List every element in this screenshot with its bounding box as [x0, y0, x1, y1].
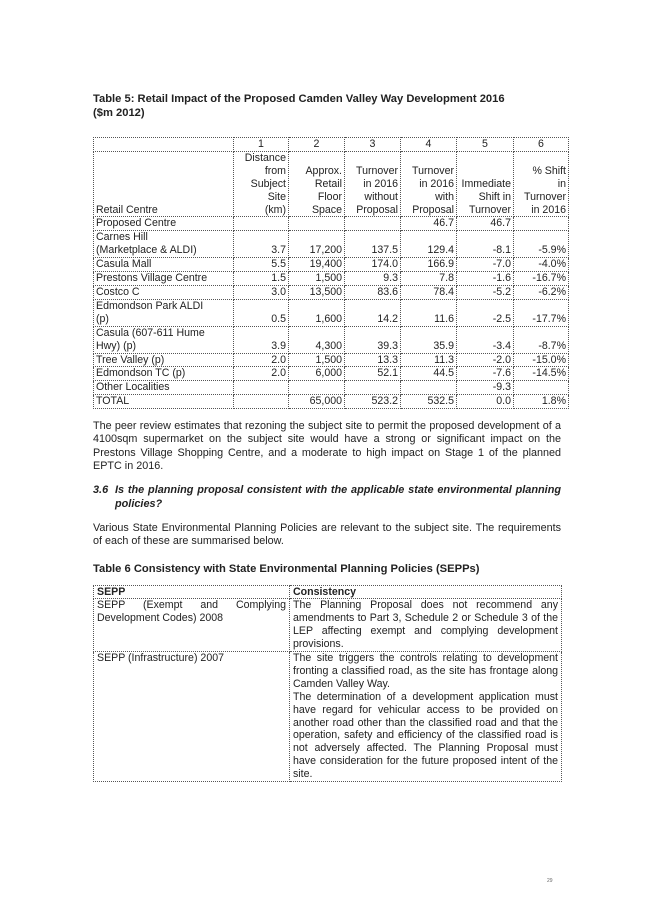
- floor-space-cell: 65,000: [289, 395, 345, 409]
- percent-shift-cell: -17.7%: [514, 299, 569, 326]
- table-row: [94, 367, 569, 381]
- turnover-with-cell: 11.3: [401, 353, 457, 367]
- turnover-with-cell: 78.4: [401, 285, 457, 299]
- column-number: 2: [289, 138, 345, 152]
- turnover-without-cell: 14.2: [345, 299, 401, 326]
- retail-centre-name: Carnes Hill (Marketplace & ALDI): [94, 231, 234, 258]
- floor-space-cell: [289, 381, 345, 395]
- sepp-consistency: [290, 599, 562, 652]
- retail-centre-name: TOTAL: [94, 395, 234, 409]
- table-row: [94, 217, 569, 231]
- floor-space-cell: 1,500: [289, 353, 345, 367]
- floor-space-cell: 13,500: [289, 285, 345, 299]
- column-number: 4: [401, 138, 457, 152]
- retail-impact-table-body: [94, 138, 569, 409]
- percent-shift-cell: -8.7%: [514, 326, 569, 353]
- sepp-consistency: [290, 652, 562, 782]
- header-c4: Turnover in 2016 with Proposal: [401, 151, 457, 217]
- percent-shift-cell: -4.0%: [514, 258, 569, 272]
- sepp-row: [94, 652, 562, 782]
- turnover-with-cell: 11.6: [401, 299, 457, 326]
- distance-cell: 1.5: [234, 272, 289, 286]
- percent-shift-cell: -6.2%: [514, 285, 569, 299]
- section-number: 3.6: [93, 484, 109, 497]
- distance-cell: [234, 217, 289, 231]
- floor-space-cell: 1,600: [289, 299, 345, 326]
- header-row: [94, 151, 569, 217]
- shift-cell: -2.5: [457, 299, 514, 326]
- turnover-without-cell: 52.1: [345, 367, 401, 381]
- turnover-without-cell: 13.3: [345, 353, 401, 367]
- consistency-paragraph: The Planning Proposal does not recommend any amendments to Part 3, Schedule 2 or Schedule 3 of the LEP affecting exempt and complying development provisions.: [293, 599, 558, 651]
- turnover-with-cell: 35.9: [401, 326, 457, 353]
- sepp-table-body: [94, 585, 562, 782]
- distance-cell: 3.7: [234, 231, 289, 258]
- turnover-with-cell: 532.5: [401, 395, 457, 409]
- header-c5: Immediate Shift in Turnover: [457, 151, 514, 217]
- column-number: 5: [457, 138, 514, 152]
- retail-centre-name: Proposed Centre: [94, 217, 234, 231]
- consistency-header: Consistency: [290, 585, 562, 599]
- percent-shift-cell: -15.0%: [514, 353, 569, 367]
- table-row: [94, 299, 569, 326]
- column-number: 3: [345, 138, 401, 152]
- turnover-without-cell: 83.6: [345, 285, 401, 299]
- document-page: [93, 92, 566, 782]
- header-c3: Turnover in 2016 without Proposal: [345, 151, 401, 217]
- retail-centre-name: Tree Valley (p): [94, 353, 234, 367]
- percent-shift-cell: 1.8%: [514, 395, 569, 409]
- table5-title: Table 5: Retail Impact of the Proposed Camden Valley Way Development 2016: [93, 93, 505, 105]
- section-title: Is the planning proposal consistent with the applicable state environmental planning policies?: [115, 484, 561, 510]
- table-row: [94, 381, 569, 395]
- distance-cell: 2.0: [234, 367, 289, 381]
- shift-cell: 46.7: [457, 217, 514, 231]
- percent-shift-cell: [514, 217, 569, 231]
- table5-subtitle: ($m 2012): [93, 107, 145, 119]
- distance-cell: 0.5: [234, 299, 289, 326]
- turnover-without-cell: 523.2: [345, 395, 401, 409]
- shift-cell: -9.3: [457, 381, 514, 395]
- table6-title: Table 6 Consistency with State Environmental Planning Policies (SEPPs): [93, 562, 480, 575]
- turnover-without-cell: 137.5: [345, 231, 401, 258]
- header-retail-centre: Retail Centre: [94, 151, 234, 217]
- distance-cell: 3.9: [234, 326, 289, 353]
- sepp-row: [94, 599, 562, 652]
- percent-shift-cell: -16.7%: [514, 272, 569, 286]
- turnover-with-cell: 166.9: [401, 258, 457, 272]
- retail-centre-name: Edmondson Park ALDI (p): [94, 299, 234, 326]
- shift-cell: -8.1: [457, 231, 514, 258]
- header-c1: Distance from Subject Site (km): [234, 151, 289, 217]
- column-number-row: [94, 138, 569, 152]
- shift-cell: -3.4: [457, 326, 514, 353]
- distance-cell: [234, 381, 289, 395]
- retail-centre-name: Edmondson TC (p): [94, 367, 234, 381]
- table-row: [94, 231, 569, 258]
- retail-impact-table: [93, 137, 569, 409]
- table-row: [94, 272, 569, 286]
- sepp-header-row: [94, 585, 562, 599]
- table-row: [94, 258, 569, 272]
- distance-cell: 3.0: [234, 285, 289, 299]
- section-heading: [93, 484, 561, 511]
- shift-cell: 0.0: [457, 395, 514, 409]
- sepp-consistency-table: [93, 585, 562, 783]
- sepp-header: SEPP: [94, 585, 290, 599]
- turnover-with-cell: 7.8: [401, 272, 457, 286]
- turnover-with-cell: 44.5: [401, 367, 457, 381]
- distance-cell: 5.5: [234, 258, 289, 272]
- percent-shift-cell: -14.5%: [514, 367, 569, 381]
- column-number: 1: [234, 138, 289, 152]
- turnover-with-cell: 129.4: [401, 231, 457, 258]
- retail-centre-name: Casula (607-611 Hume Hwy) (p): [94, 326, 234, 353]
- retail-centre-name: Other Localities: [94, 381, 234, 395]
- table-row: [94, 285, 569, 299]
- table-row: [94, 326, 569, 353]
- table-row: [94, 353, 569, 367]
- floor-space-cell: 6,000: [289, 367, 345, 381]
- turnover-with-cell: [401, 381, 457, 395]
- floor-space-cell: 19,400: [289, 258, 345, 272]
- sepp-name: SEPP (Infrastructure) 2007: [94, 652, 290, 782]
- shift-cell: -2.0: [457, 353, 514, 367]
- floor-space-cell: 17,200: [289, 231, 345, 258]
- table-row: [94, 395, 569, 409]
- turnover-without-cell: 9.3: [345, 272, 401, 286]
- distance-cell: [234, 395, 289, 409]
- percent-shift-cell: -5.9%: [514, 231, 569, 258]
- floor-space-cell: [289, 217, 345, 231]
- turnover-without-cell: [345, 381, 401, 395]
- retail-centre-name: Casula Mall: [94, 258, 234, 272]
- sepp-name: SEPP (Exempt and Complying Development Codes) 2008: [94, 599, 290, 652]
- shift-cell: -7.0: [457, 258, 514, 272]
- consistency-paragraph: The determination of a development application must have regard for vehicular access to be provided on another road other than the classified road and that the operation, safety and efficiency of the classified road is not adversely affected. The Planning Proposal must have consideration for the future proposed intent of the site.: [293, 690, 558, 781]
- turnover-without-cell: [345, 217, 401, 231]
- retail-centre-name: Prestons Village Centre: [94, 272, 234, 286]
- turnover-without-cell: 39.3: [345, 326, 401, 353]
- percent-shift-cell: [514, 381, 569, 395]
- header-c6: % Shift in Turnover in 2016: [514, 151, 569, 217]
- peer-review-paragraph: The peer review estimates that rezoning the subject site to permit the proposed development of a 4100sqm supermarket on the subject site would have a strong or significant impact on the Prestons Village Shopping Centre, and a moderate to high impact on Stage 1 of the planned EPTC in 2016.: [93, 420, 561, 473]
- floor-space-cell: 1,500: [289, 272, 345, 286]
- shift-cell: -7.6: [457, 367, 514, 381]
- consistency-paragraph: The site triggers the controls relating to development fronting a classified road, as the site has frontage along Camden Valley Way.: [293, 652, 558, 690]
- turnover-with-cell: 46.7: [401, 217, 457, 231]
- shift-cell: -5.2: [457, 285, 514, 299]
- page-number: 29: [547, 878, 553, 884]
- retail-centre-name: Costco C: [94, 285, 234, 299]
- column-number-blank: [94, 138, 234, 152]
- column-number: 6: [514, 138, 569, 152]
- distance-cell: 2.0: [234, 353, 289, 367]
- floor-space-cell: 4,300: [289, 326, 345, 353]
- turnover-without-cell: 174.0: [345, 258, 401, 272]
- header-c2: Approx. Retail Floor Space: [289, 151, 345, 217]
- sepp-intro-paragraph: Various State Environmental Planning Policies are relevant to the subject site. The requirements of each of these are summarised below.: [93, 521, 561, 548]
- shift-cell: -1.6: [457, 272, 514, 286]
